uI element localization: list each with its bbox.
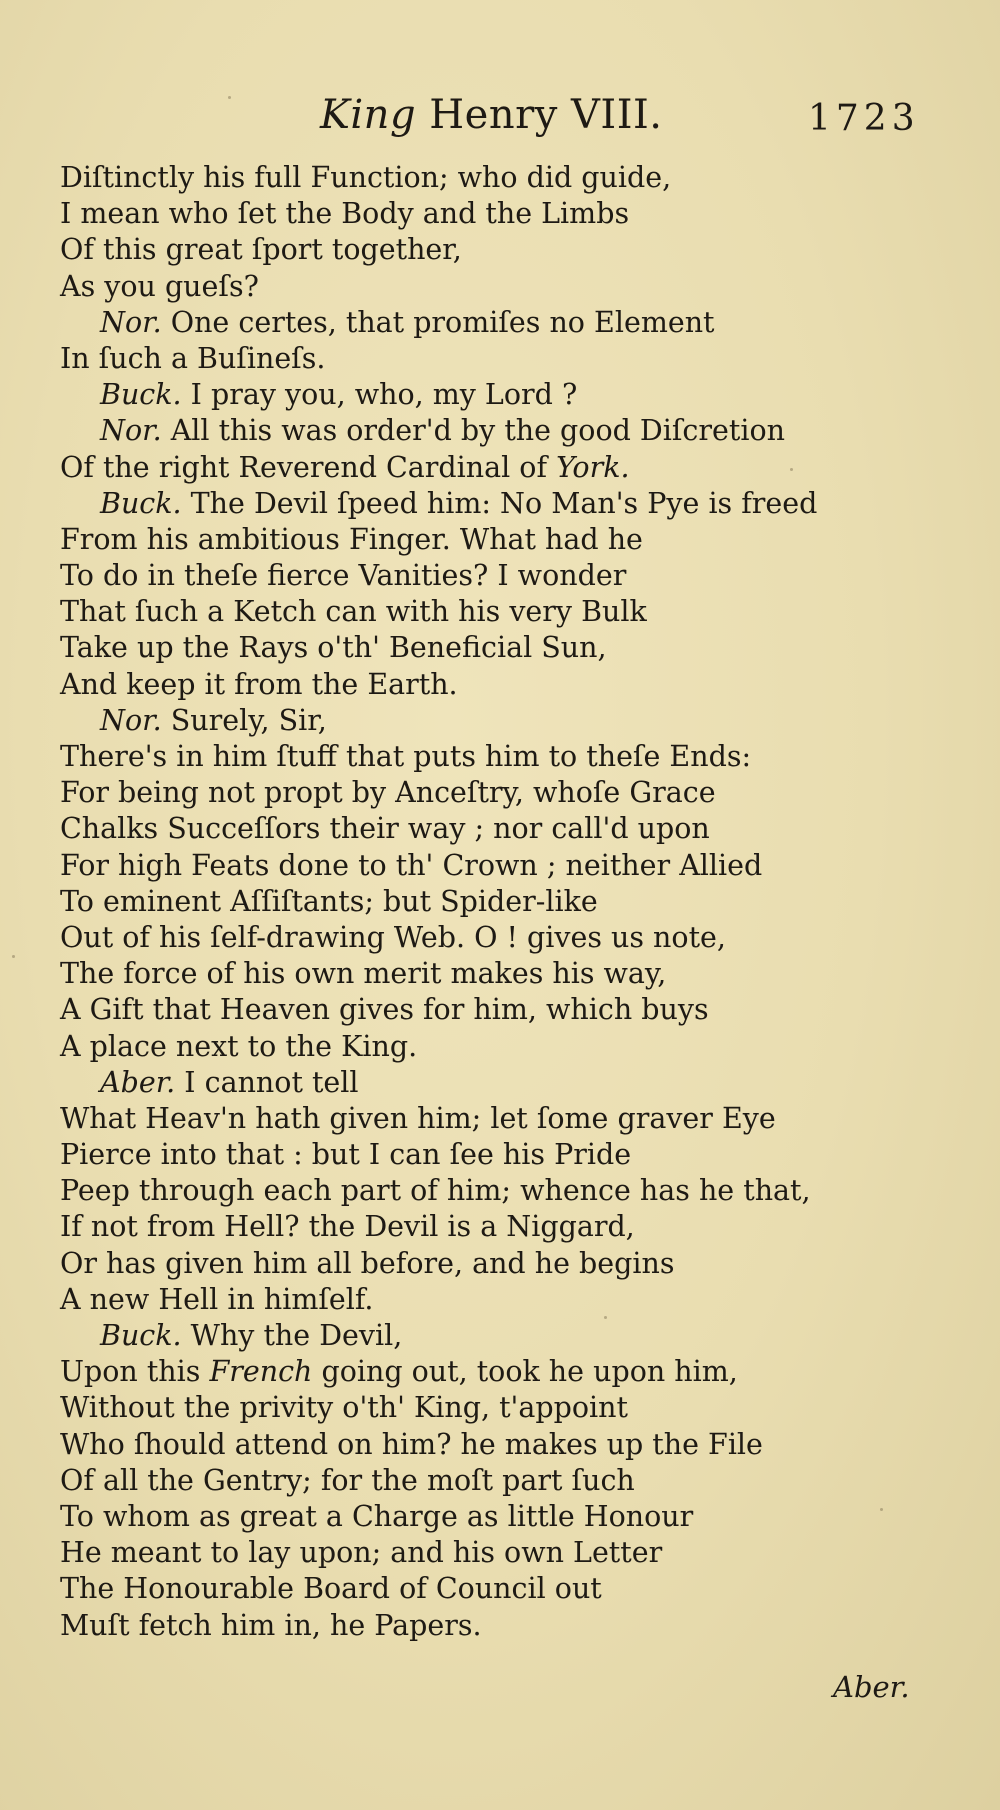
line-text: A place next to the King. <box>60 1029 418 1063</box>
line-text: All this was order'd by the good Diſcretion <box>161 414 785 448</box>
line-text: In ſuch a Buſineſs. <box>60 341 326 375</box>
text-line <box>60 848 820 884</box>
speaker-name: Aber. <box>100 1065 176 1099</box>
line-text: For high Feats done to th' Crown ; neither Allied <box>60 848 763 882</box>
text-line <box>60 594 820 630</box>
line-text: The force of his own merit makes his way, <box>60 957 667 991</box>
paper-speck <box>228 96 231 99</box>
page-number: 1723 <box>808 98 920 139</box>
text-line <box>60 450 820 486</box>
line-text: There's in him ſtuff that puts him to theſe Ends: <box>60 740 752 773</box>
text-line <box>60 232 820 268</box>
speaker-name: Nor. <box>100 305 162 339</box>
italic-word: York. <box>556 450 630 484</box>
text-line <box>60 1571 820 1607</box>
text-line <box>60 196 820 232</box>
text-line <box>60 811 820 847</box>
text-line <box>60 775 820 811</box>
line-text: That ſuch a Ketch can with his very Bulk <box>60 595 647 629</box>
text-line <box>60 703 820 739</box>
line-text: Or has given him all before, and he begins <box>60 1246 675 1280</box>
line-text: Chalks Succeſſors their way ; nor call'd upon <box>60 812 710 846</box>
running-head <box>320 92 663 138</box>
text-line <box>60 522 820 558</box>
paper-speck <box>880 1508 883 1511</box>
speaker-name: Nor. <box>100 703 162 737</box>
text-line <box>60 739 820 775</box>
speaker-name: Nor. <box>100 414 162 448</box>
running-head-text: Henry VIII. <box>416 92 663 138</box>
text-line <box>60 956 820 992</box>
text-line <box>60 341 820 377</box>
text-line <box>60 413 820 449</box>
text-line <box>60 486 820 522</box>
line-text: From his ambitious Finger. What had he <box>60 522 643 556</box>
line-text: Take up the Rays o'th' Beneficial Sun, <box>60 631 607 665</box>
line-text: The Devil ſpeed him: No Man's Pye is freed <box>181 486 818 520</box>
text-line <box>60 884 820 920</box>
text-line <box>60 558 820 594</box>
line-text: Of the right Reverend Cardinal of <box>60 450 557 484</box>
line-text: Muſt fetch him in, he Papers. <box>60 1608 482 1642</box>
text-line <box>60 1318 820 1354</box>
line-text: To whom as great a Charge as little Honour <box>60 1499 694 1533</box>
text-line <box>60 1499 820 1535</box>
line-text: To do in theſe fierce Vanities? I wonder <box>60 559 627 593</box>
text-line <box>60 1065 820 1101</box>
text-line <box>60 1463 820 1499</box>
line-text: Who ſhould attend on him? he makes up the File <box>60 1427 763 1461</box>
line-text: Of all the Gentry; for the moſt part ſuch <box>60 1463 635 1497</box>
line-text: Upon this <box>60 1355 210 1389</box>
paper-speck <box>604 1316 607 1319</box>
verse-text <box>60 160 820 1644</box>
line-text: And keep it from the Earth. <box>60 667 458 701</box>
text-line <box>60 630 820 666</box>
text-line <box>60 1209 820 1245</box>
line-text: I mean who ſet the Body and the Limbs <box>60 197 630 231</box>
text-line <box>60 305 820 341</box>
line-text: He meant to lay upon; and his own Letter <box>60 1536 663 1570</box>
line-text: Of this great ſport together, <box>60 233 462 267</box>
text-line <box>60 920 820 956</box>
line-text: A new Hell in himſelf. <box>60 1282 374 1316</box>
line-text: If not from Hell? the Devil is a Niggard, <box>60 1210 635 1244</box>
text-line <box>60 269 820 305</box>
text-line <box>60 160 820 196</box>
text-line <box>60 1173 820 1209</box>
text-line <box>60 1427 820 1463</box>
line-text-after: going out, took he upon him, <box>312 1355 738 1389</box>
line-text: Out of his ſelf-drawing Web. O ! gives us note, <box>60 920 726 954</box>
text-line <box>60 1354 820 1390</box>
speaker-name: Buck. <box>100 378 182 412</box>
catchword: Aber. <box>833 1670 910 1704</box>
text-line <box>60 1029 820 1065</box>
text-line <box>60 667 820 703</box>
line-text: What Heav'n hath given him; let ſome graver Eye <box>60 1101 776 1135</box>
text-line <box>60 377 820 413</box>
line-text: To eminent Aſſiſtants; but Spider-like <box>60 884 598 918</box>
text-line <box>60 1246 820 1282</box>
line-text: I pray you, who, my Lord ? <box>181 378 578 412</box>
line-text: A Gift that Heaven gives for him, which buys <box>60 993 709 1027</box>
italic-word: French <box>209 1355 313 1389</box>
text-line <box>60 992 820 1028</box>
text-line <box>60 1282 820 1318</box>
line-text: Without the privity o'th' King, t'appoint <box>60 1391 628 1425</box>
line-text: As you gueſs? <box>60 269 259 303</box>
text-line <box>60 1101 820 1137</box>
running-head-italic: King <box>320 92 417 138</box>
line-text: Why the Devil, <box>181 1319 403 1352</box>
line-text: For being not propt by Anceſtry, whoſe Grace <box>60 776 716 810</box>
line-text: Pierce into that : but I can ſee his Pride <box>60 1138 632 1172</box>
speaker-name: Buck. <box>100 486 182 520</box>
text-line <box>60 1608 820 1644</box>
line-text: One certes, that promiſes no Element <box>161 305 715 339</box>
text-line <box>60 1137 820 1173</box>
paper-speck <box>12 955 15 958</box>
paper-speck <box>790 468 793 471</box>
text-line <box>60 1390 820 1426</box>
line-text: Peep through each part of him; whence has he that, <box>60 1174 811 1208</box>
line-text: Surely, Sir, <box>161 703 327 737</box>
text-line <box>60 1535 820 1571</box>
line-text: I cannot tell <box>175 1065 359 1099</box>
line-text: Diſtinctly his full Function; who did guide, <box>60 161 672 194</box>
line-text: The Honourable Board of Council out <box>60 1572 602 1606</box>
speaker-name: Buck. <box>100 1319 182 1352</box>
